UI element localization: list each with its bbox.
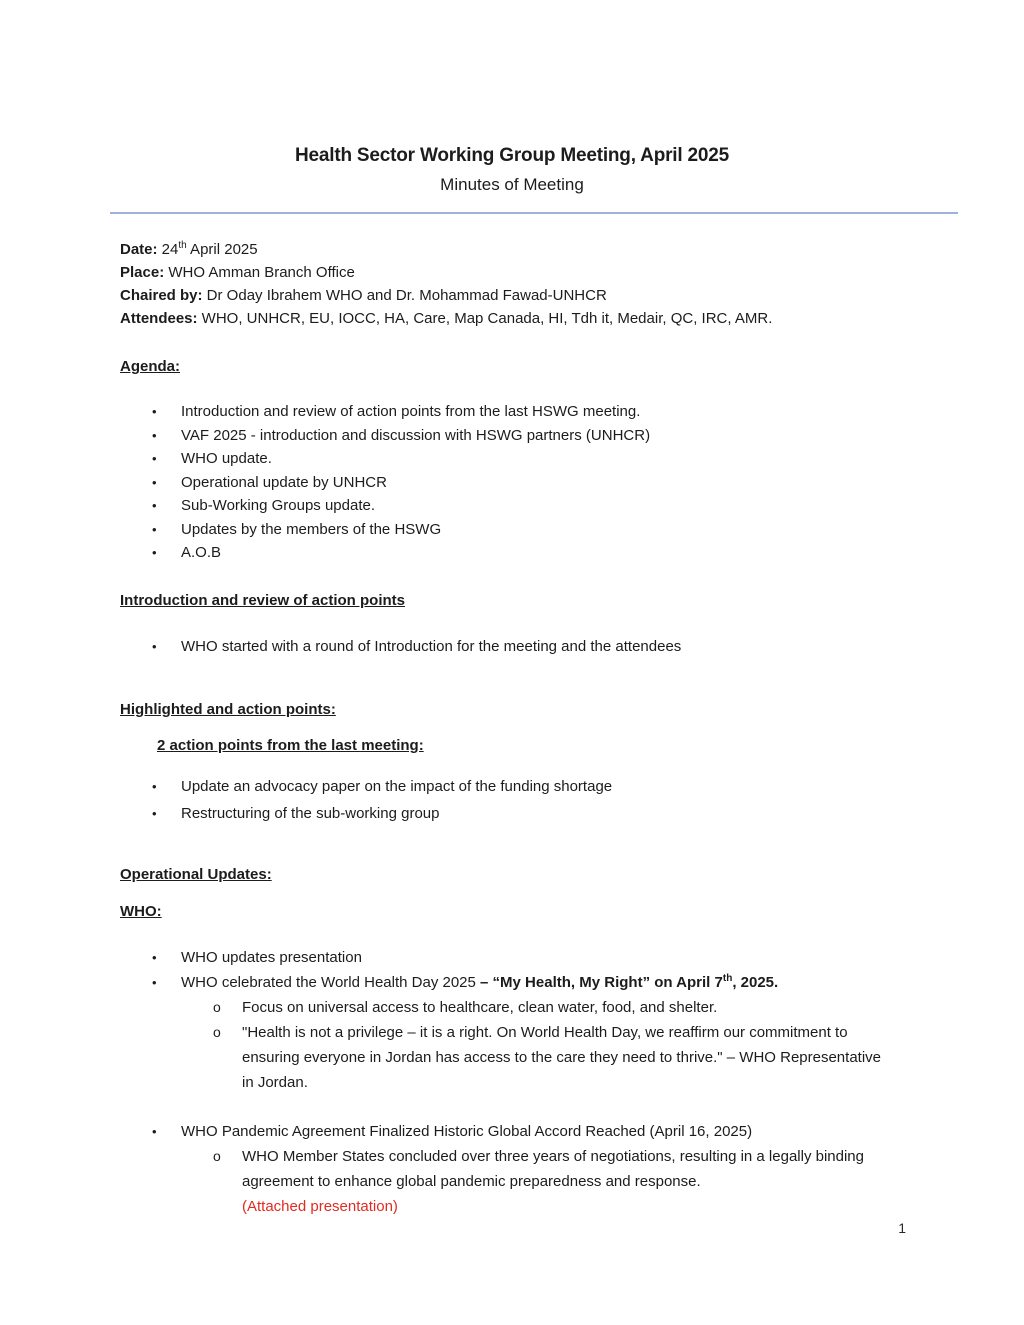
meta-place-value: WHO Amman Branch Office (164, 264, 355, 281)
bullet-icon: • (152, 1124, 157, 1139)
page-subtitle: Minutes of Meeting (440, 175, 584, 194)
bullet-icon: • (152, 545, 157, 560)
action-point-text: Update an advocacy paper on the impact of the funding shortage (181, 778, 613, 795)
circle-bullet-icon: o (213, 1024, 221, 1040)
list-item (120, 1144, 958, 1219)
meta-date-rest: April 2025 (186, 241, 258, 258)
agenda-heading: Agenda: (120, 358, 180, 375)
page-number: 1 (898, 1220, 906, 1236)
agenda-item-text: VAF 2025 - introduction and discussion with HSWG partners (UNHCR) (181, 426, 651, 444)
pandemic-subitem-body: WHO Member States concluded over three years of negotiations, resulting in a legally binding agreement to enhance global pandemic preparedness and response. (242, 1148, 864, 1190)
list-item (120, 773, 958, 800)
agenda-item-text: A.O.B (181, 544, 222, 561)
meta-date-label: Date: (120, 241, 158, 258)
highlighted-heading: Highlighted and action points: (120, 701, 336, 718)
meta-place (120, 261, 958, 284)
list-item (120, 400, 958, 424)
list-item (120, 494, 958, 518)
bullet-icon: • (152, 950, 157, 965)
who-item-text (181, 970, 778, 995)
page-title: Health Sector Working Group Meeting, April 2025 (294, 145, 729, 166)
pandemic-subitem-text (242, 1144, 887, 1219)
action-points-subheading: 2 action points from the last meeting: (157, 737, 424, 754)
bullet-icon: • (152, 498, 157, 513)
pandemic-item-text: WHO Pandemic Agreement Finalized Historic Global Accord Reached (April 16, 2025) (181, 1123, 753, 1140)
bullet-icon: • (152, 474, 157, 490)
meta-chaired-by (120, 284, 958, 307)
meta-date-day: 24 (157, 241, 179, 258)
who-item-bold: – “My Health, My Right” on April 7 (480, 974, 723, 991)
who-item-bold: , 2025. (732, 974, 779, 991)
who-item-text: WHO updates presentation (181, 949, 362, 966)
agenda-item-text: Introduction and review of action points from the last HSWG meeting. (181, 403, 641, 420)
who-item-normal: WHO celebrated the World Health Day 2025 (181, 974, 481, 991)
list-item (120, 541, 958, 565)
action-points-list (120, 773, 958, 827)
introduction-heading: Introduction and review of action points (120, 591, 406, 609)
action-point-text: Restructuring of the sub-working group (181, 805, 440, 822)
list-item (120, 424, 958, 448)
operational-updates-heading: Operational Updates: (120, 866, 272, 883)
divider-line (110, 212, 958, 214)
list-item (120, 970, 958, 995)
bullet-icon: • (152, 638, 157, 654)
list-item (120, 471, 958, 495)
list-item (120, 635, 958, 659)
meta-date (120, 238, 958, 261)
agenda-item-text: Operational update by UNHCR (181, 473, 387, 491)
list-item (120, 800, 958, 827)
agenda-item-text: Updates by the members of the HSWG (181, 520, 442, 538)
attached-presentation-note: (Attached presentation) (242, 1198, 398, 1215)
meta-block (120, 238, 958, 330)
list-item (120, 995, 958, 1020)
who-subitem-text: "Health is not a privilege – it is a right. On World Health Day, we reaffirm our commitment to ensuring everyone in Jordan has access to the care they need to thrive." – WHO Representative in Jordan. (242, 1024, 882, 1091)
who-heading: WHO: (120, 903, 162, 920)
list-item (120, 518, 958, 542)
bullet-icon: • (152, 975, 157, 990)
who-updates-list (120, 945, 958, 1095)
introduction-list (120, 635, 958, 659)
meta-chaired-value: Dr Oday Ibrahem WHO and Dr. Mohammad Fawad-UNHCR (202, 287, 607, 304)
meta-attendees-label: Attendees: (120, 310, 198, 327)
meta-place-label: Place: (120, 264, 165, 281)
meta-attendees (120, 307, 958, 330)
introduction-item-text: WHO started with a round of Introduction for the meeting and the attendees (181, 637, 682, 655)
agenda-item-text: Sub-Working Groups update. (181, 497, 375, 514)
list-item (120, 945, 958, 970)
list-item (120, 1020, 958, 1095)
bullet-icon: • (152, 779, 157, 794)
bullet-icon: • (152, 521, 157, 537)
bullet-icon: • (152, 451, 157, 466)
bullet-icon: • (152, 404, 157, 419)
list-item (120, 447, 958, 471)
bullet-icon: • (152, 427, 157, 443)
meta-date-ordinal: th (178, 240, 187, 251)
meta-chaired-label: Chaired by: (120, 287, 203, 304)
circle-bullet-icon: o (213, 999, 221, 1015)
meta-attendees-value: WHO, UNHCR, EU, IOCC, HA, Care, Map Canada, HI, Tdh it, Medair, QC, IRC, AMR. (197, 310, 773, 327)
list-item (120, 1119, 958, 1144)
pandemic-agreement-list (120, 1119, 958, 1219)
circle-bullet-icon: o (213, 1148, 221, 1164)
who-subitem-text: Focus on universal access to healthcare, clean water, food, and shelter. (242, 999, 718, 1016)
title-block (0, 145, 1024, 196)
agenda-item-text: WHO update. (181, 450, 272, 467)
agenda-list (120, 400, 958, 565)
bullet-icon: • (152, 806, 157, 821)
who-item-ordinal: th (722, 973, 733, 984)
